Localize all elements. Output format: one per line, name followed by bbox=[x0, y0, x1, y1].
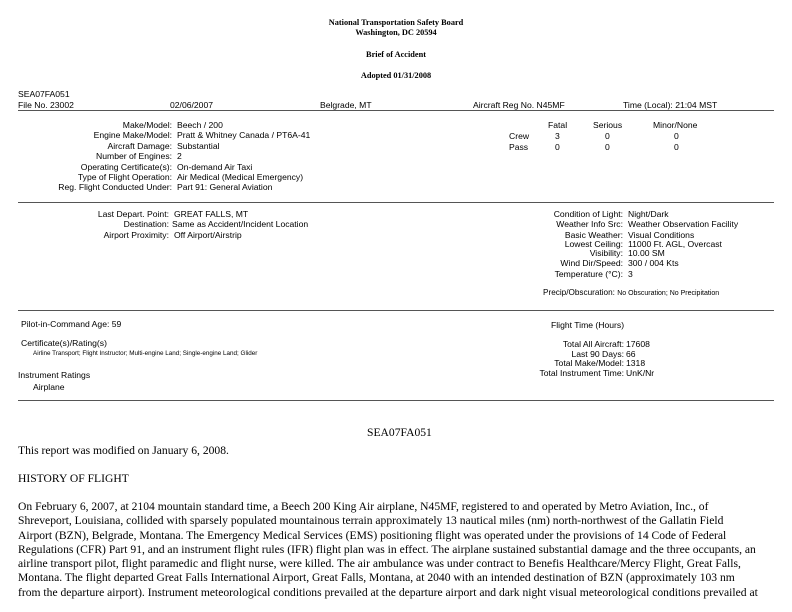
event-location: Belgrade, MT bbox=[320, 100, 372, 110]
aircraft-details bbox=[18, 120, 310, 193]
narrative-line: from the departure airport). Instrument meteorological conditions prevailed at the departure airport and dark night visual meteorological conditions prevailed at bbox=[18, 585, 758, 599]
field-value: Visual Conditions bbox=[628, 229, 695, 240]
injury-cell: 3 bbox=[555, 131, 560, 141]
injury-header-serious: Serious bbox=[593, 120, 623, 130]
file-number: File No. 23002 bbox=[18, 100, 74, 110]
aircraft-row bbox=[18, 182, 310, 192]
field-value: GREAT FALLS, MT bbox=[174, 209, 249, 219]
injury-row-label: Pass bbox=[509, 142, 529, 152]
field-value: Weather Observation Facility bbox=[628, 219, 739, 230]
injury-header-fatal: Fatal bbox=[548, 120, 568, 130]
case-id: SEA07FA051 bbox=[18, 89, 70, 99]
field-label: Total Instrument Time: bbox=[539, 367, 624, 378]
field-value: 66 bbox=[626, 348, 636, 359]
event-date: 02/06/2007 bbox=[170, 100, 214, 110]
weather-row bbox=[530, 219, 738, 229]
aircraft-row bbox=[18, 141, 310, 151]
local-time: Time (Local): 21:04 MST bbox=[623, 100, 718, 110]
field-label: Lowest Ceiling: bbox=[564, 239, 623, 250]
field-label: Weather Info Src: bbox=[556, 219, 623, 230]
flight-details bbox=[18, 209, 308, 240]
field-value: On-demand Air Taxi bbox=[177, 161, 253, 172]
narrative-paragraph bbox=[18, 500, 792, 600]
narrative-line: airline transport pilot, flight paramedic and flight nurse, were killed. The air ambulance was under contract to Benefis Healthcare/Mercy Flight, Great Falls, bbox=[18, 557, 741, 571]
aircraft-row bbox=[18, 162, 310, 172]
instrument-ratings-heading: Instrument Ratings bbox=[18, 370, 91, 380]
field-label: Last 90 Days: bbox=[571, 348, 624, 359]
certificates-heading: Certificate(s)/Rating(s) bbox=[21, 338, 107, 348]
field-label: Engine Make/Model: bbox=[93, 130, 172, 141]
field-label: Precip/Obscuration: bbox=[543, 288, 615, 297]
injury-cell: 0 bbox=[555, 142, 560, 152]
field-label: Aircraft Damage: bbox=[107, 140, 172, 151]
section-title: HISTORY OF FLIGHT bbox=[18, 472, 129, 485]
flight-row bbox=[18, 230, 308, 240]
precip-obscuration bbox=[543, 288, 719, 297]
field-value: 10.00 SM bbox=[628, 248, 665, 259]
aircraft-reg-no: Aircraft Reg No. N45MF bbox=[473, 100, 565, 110]
field-value: Night/Dark bbox=[628, 209, 669, 219]
flight-time-row bbox=[520, 369, 654, 379]
field-value: 11000 Ft. AGL, Overcast bbox=[628, 239, 722, 250]
field-label: Basic Weather: bbox=[564, 229, 623, 240]
divider bbox=[18, 202, 774, 203]
aircraft-row bbox=[18, 120, 310, 130]
weather-row bbox=[530, 209, 738, 219]
field-value: Substantial bbox=[177, 140, 220, 151]
injury-row-label: Crew bbox=[509, 131, 530, 141]
narrative-line: Montana. The flight departed Great Falls International Airport, Great Falls, Montana, at 2040 with an intended destination of BZN (approximately 103 nm bbox=[18, 571, 735, 585]
injury-header-minor: Minor/None bbox=[653, 120, 698, 130]
weather-details bbox=[530, 209, 738, 279]
field-label: Type of Flight Operation: bbox=[77, 172, 172, 183]
field-label: Visibility: bbox=[589, 248, 623, 259]
agency-address: Washington, DC 20594 bbox=[355, 28, 437, 37]
aircraft-row bbox=[18, 151, 310, 161]
weather-row bbox=[530, 249, 738, 258]
injury-cell: 0 bbox=[605, 131, 610, 141]
field-label: Reg. Flight Conducted Under: bbox=[58, 182, 172, 193]
field-value: Pratt & Whitney Canada / PT6A-41 bbox=[177, 130, 311, 141]
divider bbox=[18, 310, 774, 311]
flight-time-details bbox=[520, 340, 654, 378]
divider bbox=[18, 400, 774, 401]
flight-row bbox=[18, 219, 308, 229]
instrument-ratings-value: Airplane bbox=[33, 382, 65, 392]
field-value: UnK/Nr bbox=[626, 367, 655, 378]
weather-row bbox=[530, 258, 738, 268]
document-type: Brief of Accident bbox=[366, 50, 426, 59]
injury-cell: 0 bbox=[674, 142, 679, 152]
pilot-age: Pilot-in-Command Age: 59 bbox=[21, 319, 122, 329]
field-value: 2 bbox=[177, 151, 182, 162]
divider bbox=[18, 110, 774, 111]
field-value: 3 bbox=[628, 268, 633, 279]
weather-row bbox=[530, 269, 738, 279]
field-value: 17608 bbox=[626, 339, 650, 349]
field-value: Beech / 200 bbox=[177, 120, 223, 130]
modified-note: This report was modified on January 6, 2008. bbox=[18, 444, 229, 457]
field-value: Same as Accident/Incident Location bbox=[172, 219, 309, 230]
narrative-line: Airport (BZN), Belgrade, Montana. The Emergency Medical Services (EMS) positioning flight was operated under the provisions of 14 Code of Federal bbox=[18, 528, 727, 542]
field-value: Off Airport/Airstrip bbox=[174, 229, 242, 240]
field-label: Temperature (°C): bbox=[554, 268, 623, 279]
field-label: Operating Certificate(s): bbox=[80, 161, 172, 172]
field-label: Total All Aircraft: bbox=[562, 339, 624, 349]
field-label: Wind Dir/Speed: bbox=[560, 258, 623, 269]
narrative-line: Regulations (CFR) Part 91, and an instrument flight rules (IFR) flight plan was in effect. The airplane sustained substantial damage and the three occupants, an bbox=[18, 542, 756, 556]
field-label: Airport Proximity: bbox=[103, 229, 169, 240]
aircraft-row bbox=[18, 130, 310, 140]
certificates-list: Airline Transport; Flight Instructor; Multi-engine Land; Single-engine Land; Glider bbox=[33, 350, 258, 357]
field-value: 300 / 004 Kts bbox=[628, 258, 679, 269]
flight-time-heading: Flight Time (Hours) bbox=[551, 320, 625, 330]
narrative-case-id: SEA07FA051 bbox=[367, 426, 432, 439]
field-value: Air Medical (Medical Emergency) bbox=[177, 172, 304, 183]
narrative-line: Shreveport, Louisiana, collided with sparsely populated mountainous terrain approximately 13 nautical miles (nm) north-northwest of the Gallatin Field bbox=[18, 514, 724, 528]
field-label: Condition of Light: bbox=[553, 209, 623, 219]
field-label: Last Depart. Point: bbox=[97, 209, 169, 219]
field-label: Total Make/Model: bbox=[554, 358, 624, 369]
field-label: Make/Model: bbox=[122, 120, 172, 130]
field-label: Destination: bbox=[123, 219, 169, 230]
field-label: Number of Engines: bbox=[96, 151, 172, 162]
field-value: No Obscuration; No Precipitation bbox=[617, 290, 720, 297]
injury-cell: 0 bbox=[674, 131, 679, 141]
aircraft-row bbox=[18, 172, 310, 182]
agency-name: National Transportation Safety Board bbox=[328, 18, 464, 27]
flight-row bbox=[18, 209, 308, 219]
field-value: Part 91: General Aviation bbox=[177, 182, 273, 193]
narrative-line: On February 6, 2007, at 2104 mountain standard time, a Beech 200 King Air airplane, N45MF, registered to and operated by Metro Aviation, Inc., of bbox=[18, 500, 709, 513]
field-value: 1318 bbox=[626, 358, 646, 369]
adopted-date: Adopted 01/31/2008 bbox=[360, 71, 432, 80]
injury-cell: 0 bbox=[605, 142, 610, 152]
